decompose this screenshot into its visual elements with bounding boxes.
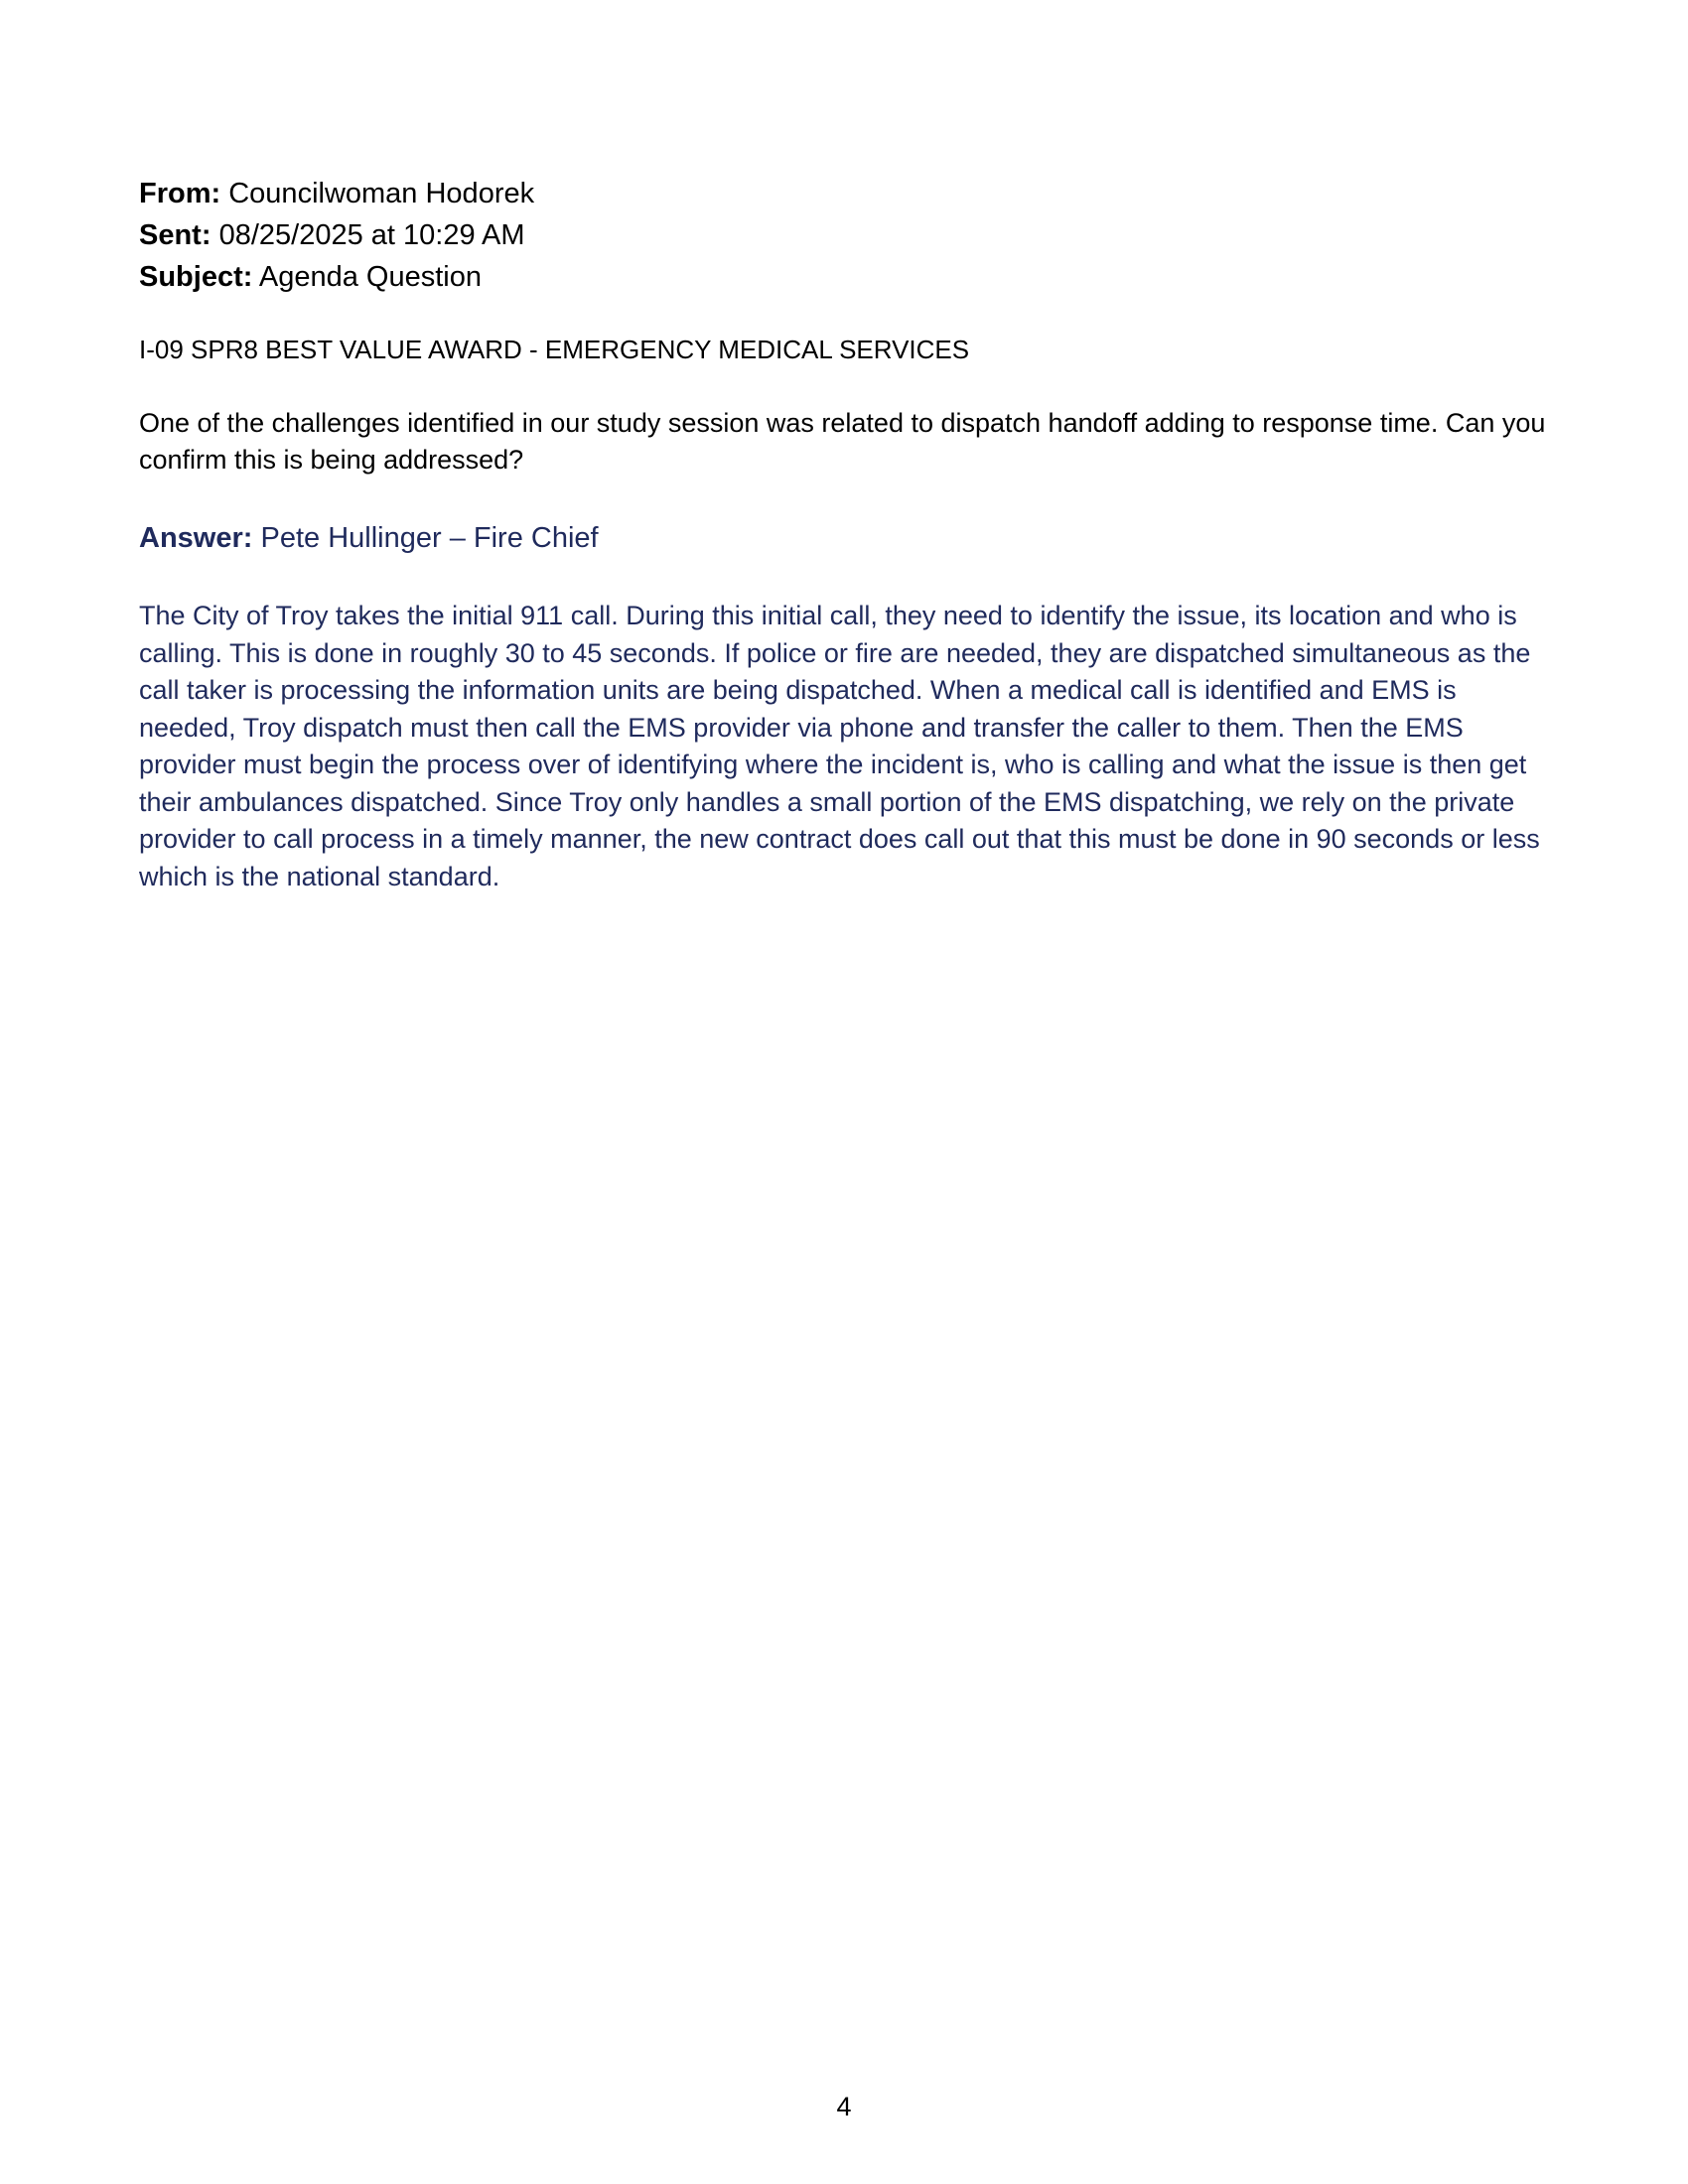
answer-responder: Pete Hullinger – Fire Chief (260, 522, 599, 554)
sent-label: Sent: (139, 219, 211, 251)
from-value: Councilwoman Hodorek (228, 178, 535, 209)
answer-body-text: The City of Troy takes the initial 911 call. During this initial call, they need to identify the issue, its location and who is calling. This is done in roughly 30 to 45 seconds. If police or fire are needed, they are dispatched simultaneous as the call taker is processing the information units are being dispatched. When a medical call is identified and EMS is needed, Troy dispatch must then call the EMS provider via phone and transfer the caller to them. Then the EMS provider must begin the process over of identifying where the incident is, who is calling and what the issue is then get their ambulances dispatched. Since Troy only handles a small portion of the EMS dispatching, we rely on the private provider to call process in a timely manner, the new contract does call out that this must be done in 90 seconds or less which is the national standard. (139, 601, 1540, 891)
sent-value: 08/25/2025 at 10:29 AM (218, 219, 525, 251)
question-text: One of the challenges identified in our study session was related to dispatch handoff adding to response time. Can you confirm this is being addressed? (139, 408, 1546, 475)
answer-header (139, 518, 1559, 558)
agenda-item-title: I-09 SPR8 BEST VALUE AWARD - EMERGENCY MEDICAL SERVICES (139, 335, 970, 364)
sent-line (139, 214, 1559, 256)
subject-label: Subject: (139, 261, 253, 293)
page-number: 4 (836, 2092, 852, 2121)
from-label: From: (139, 178, 221, 209)
subject-value: Agenda Question (258, 261, 482, 293)
subject-line (139, 256, 1559, 298)
from-line (139, 173, 1559, 214)
document-content (139, 173, 1559, 895)
answer-label: Answer: (139, 522, 253, 554)
